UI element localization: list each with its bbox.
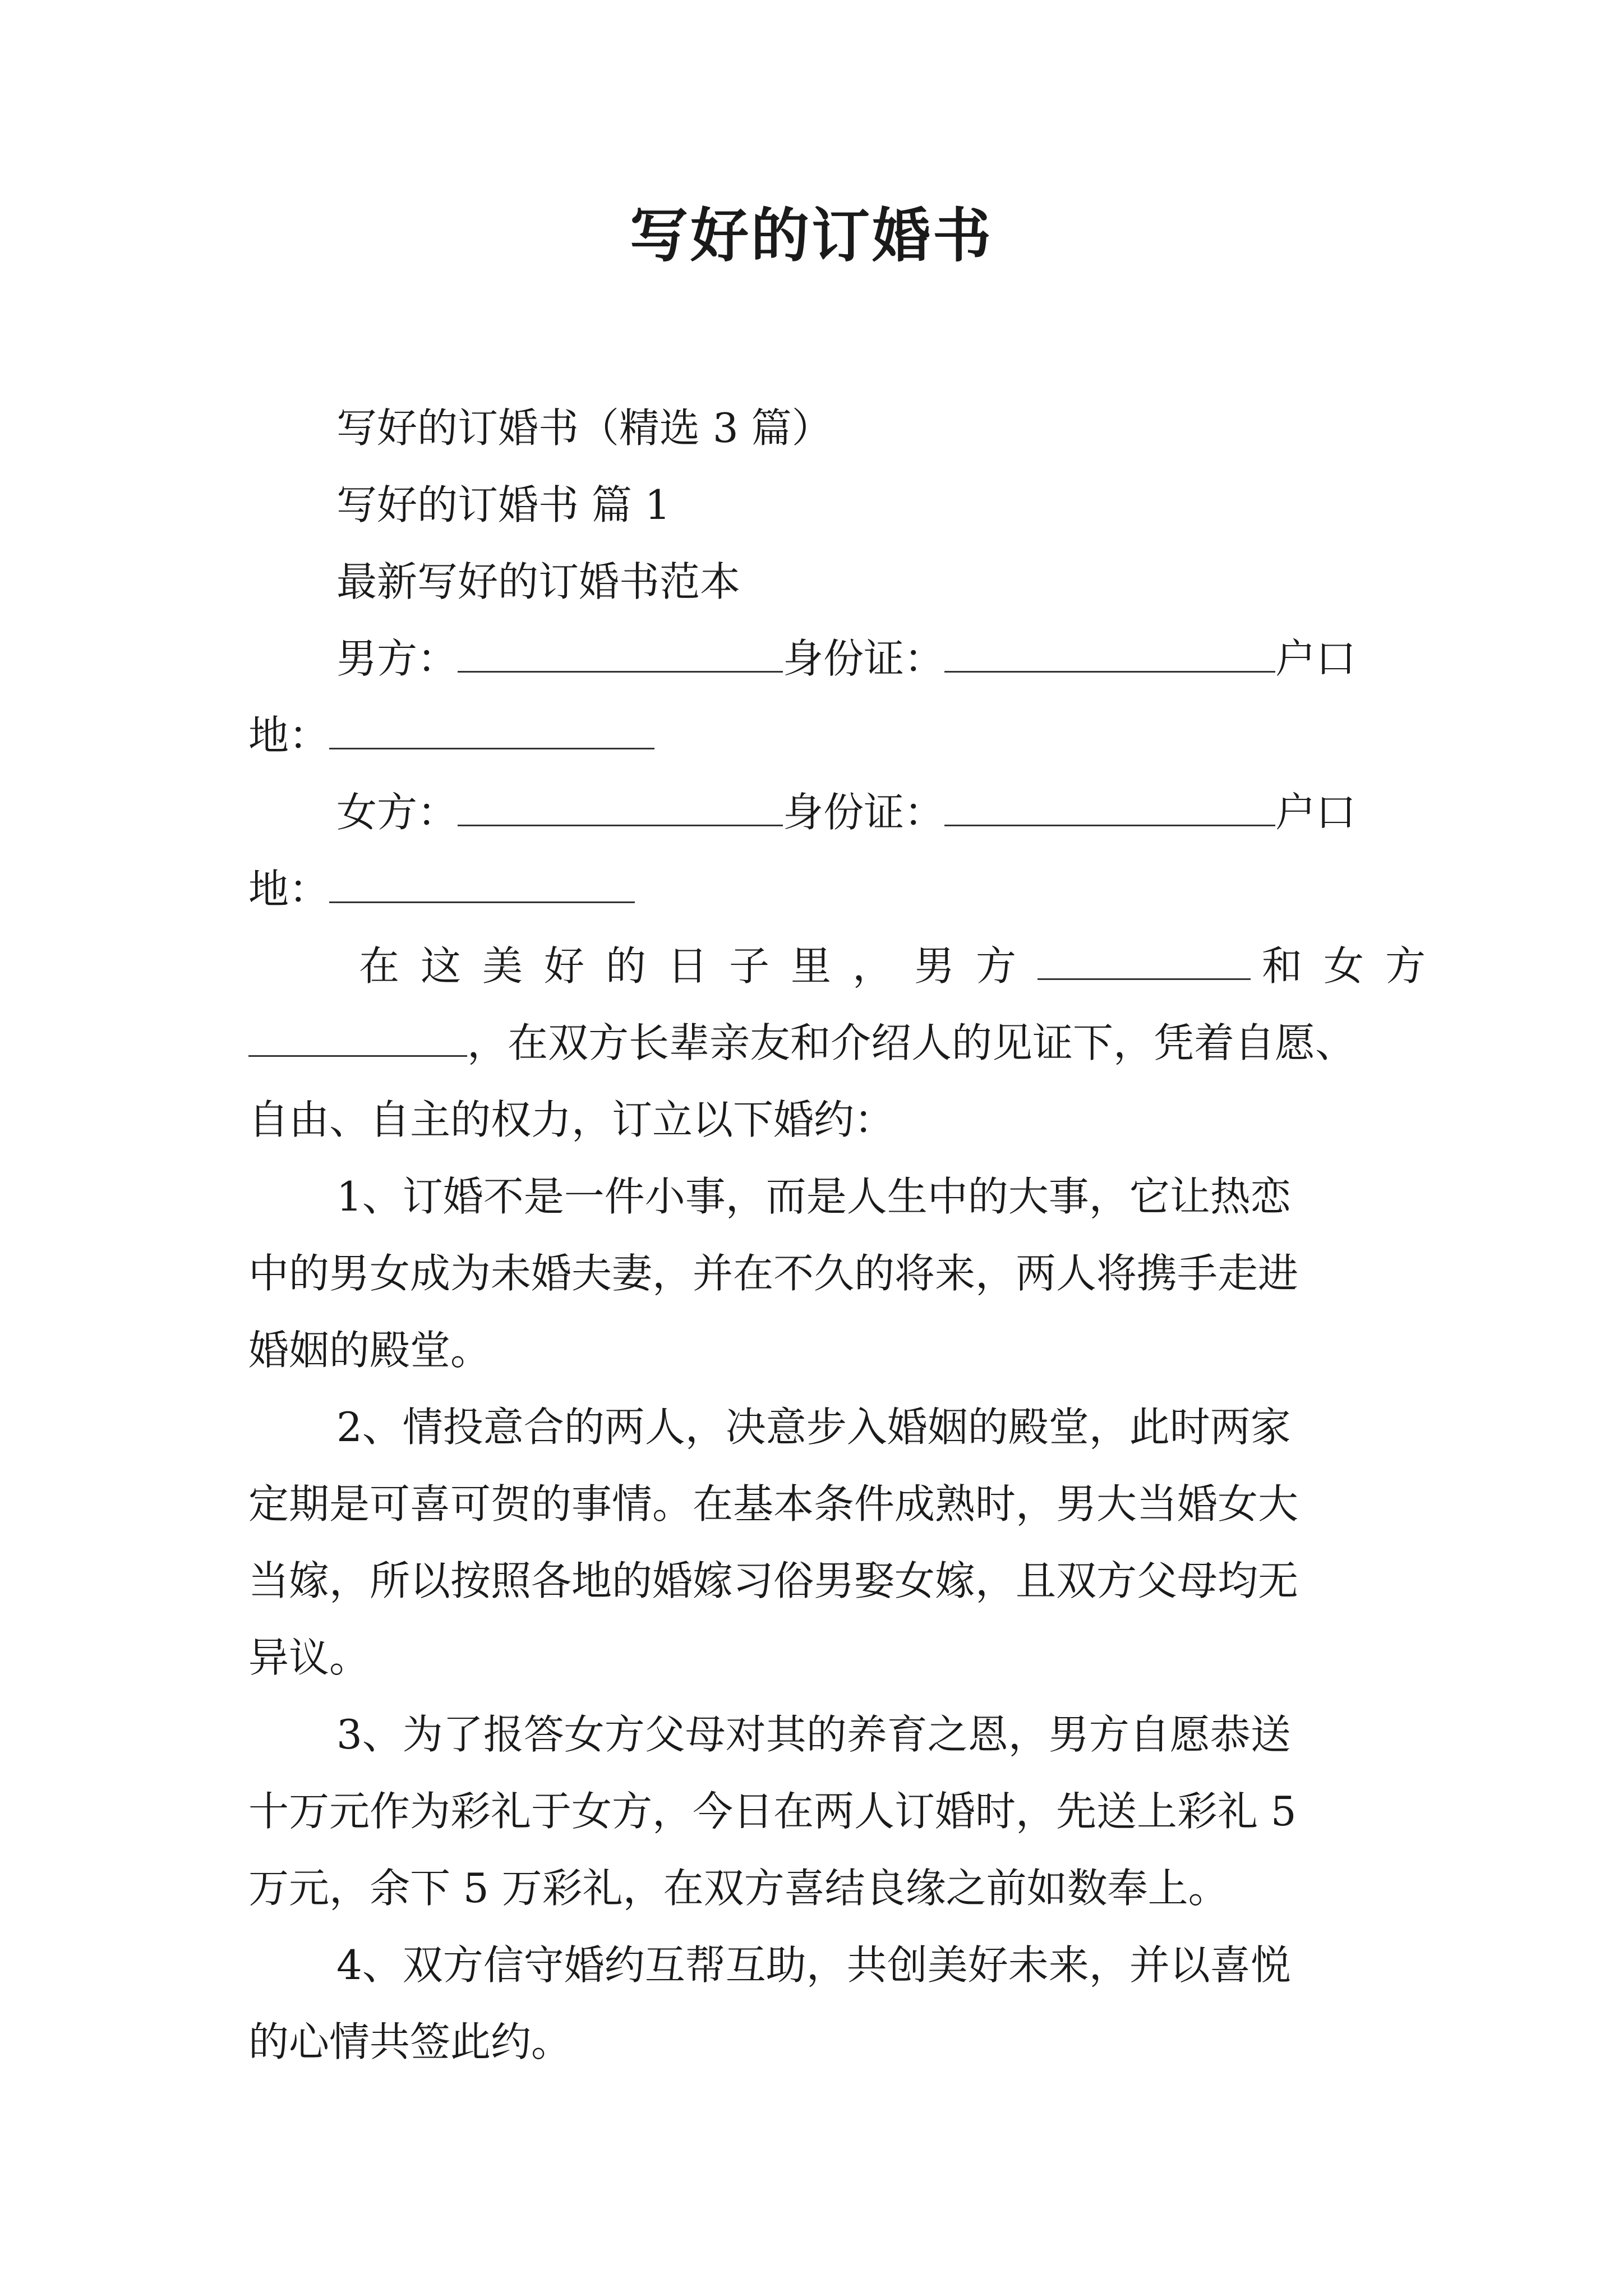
woman-label: 女方：: [336, 789, 458, 836]
clause-2-line-4: 异议。: [248, 1634, 370, 1681]
clause-1-line-3: 婚姻的殿堂。: [248, 1327, 491, 1374]
man-hukou-label: 户口: [1275, 635, 1357, 682]
man-id-blank: [944, 637, 1275, 673]
clause-4-line-2: 的心情共签此约。: [248, 2018, 572, 2065]
man-hukou-line: [248, 697, 654, 774]
subtitle: 写好的订婚书（精选 3 篇）: [336, 404, 832, 452]
clause-1-line-2: 中的男女成为未婚夫妻，并在不久的将来，两人将携手走进: [248, 1250, 1299, 1297]
man-name-blank: [458, 637, 783, 673]
woman-name-blank: [458, 791, 783, 826]
man-info-line: [336, 620, 1387, 697]
woman-hukou-label: 户口: [1275, 789, 1357, 836]
intro-part3: ，在双方长辈亲友和介绍人的见证下，凭着自愿、: [467, 1019, 1356, 1066]
clause-2-line-3: 当嫁，所以按照各地的婚嫁习俗男娶女嫁，且双方父母均无: [248, 1557, 1299, 1604]
woman-hukou-line: [248, 851, 635, 928]
man-hukou-blank: [329, 714, 654, 749]
section-heading: 写好的订婚书 篇 1: [336, 481, 671, 528]
clause-3-line-3: 万元，余下 5 万彩礼，在双方喜结良缘之前如数奉上。: [248, 1865, 1229, 1912]
clause-3-line-1: 3、为了报答女方父母对其的养育之恩，男方自愿恭送: [336, 1711, 1291, 1758]
woman-hukou-cont: 地：: [248, 866, 330, 913]
woman-id-blank: [944, 791, 1275, 826]
intro-part2: 和女方: [1262, 942, 1447, 990]
clause-1-line-1: 1、订婚不是一件小事，而是人生中的大事，它让热恋: [336, 1173, 1291, 1220]
woman-id-label: 身份证：: [783, 789, 945, 836]
man-id-label: 身份证：: [783, 635, 945, 682]
clause-2-line-2: 定期是可喜可贺的事情。在基本条件成熟时，男大当婚女大: [248, 1480, 1299, 1527]
intro-woman-blank: [248, 1022, 467, 1057]
woman-info-line: [336, 774, 1387, 851]
clause-2-line-1: 2、情投意合的两人，决意步入婚姻的殿堂，此时两家: [336, 1404, 1291, 1451]
man-hukou-cont: 地：: [248, 712, 330, 759]
document-title: 写好的订婚书: [629, 201, 993, 270]
intro-line-2: [248, 1005, 1355, 1082]
woman-hukou-blank: [329, 868, 635, 903]
man-label: 男方：: [336, 635, 458, 682]
intro-man-blank: [1038, 945, 1251, 980]
clause-3-line-2: 十万元作为彩礼于女方，今日在两人订婚时，先送上彩礼 5: [248, 1788, 1297, 1835]
intro-line-1: [359, 928, 1447, 1005]
sample-heading: 最新写好的订婚书范本: [336, 558, 741, 605]
intro-line-3: 自由、自主的权力，订立以下婚约：: [248, 1096, 895, 1143]
intro-part1: 在这美好的日子里，男方: [359, 942, 1038, 990]
clause-4-line-1: 4、双方信守婚约互帮互助，共创美好未来，并以喜悦: [336, 1941, 1291, 1989]
